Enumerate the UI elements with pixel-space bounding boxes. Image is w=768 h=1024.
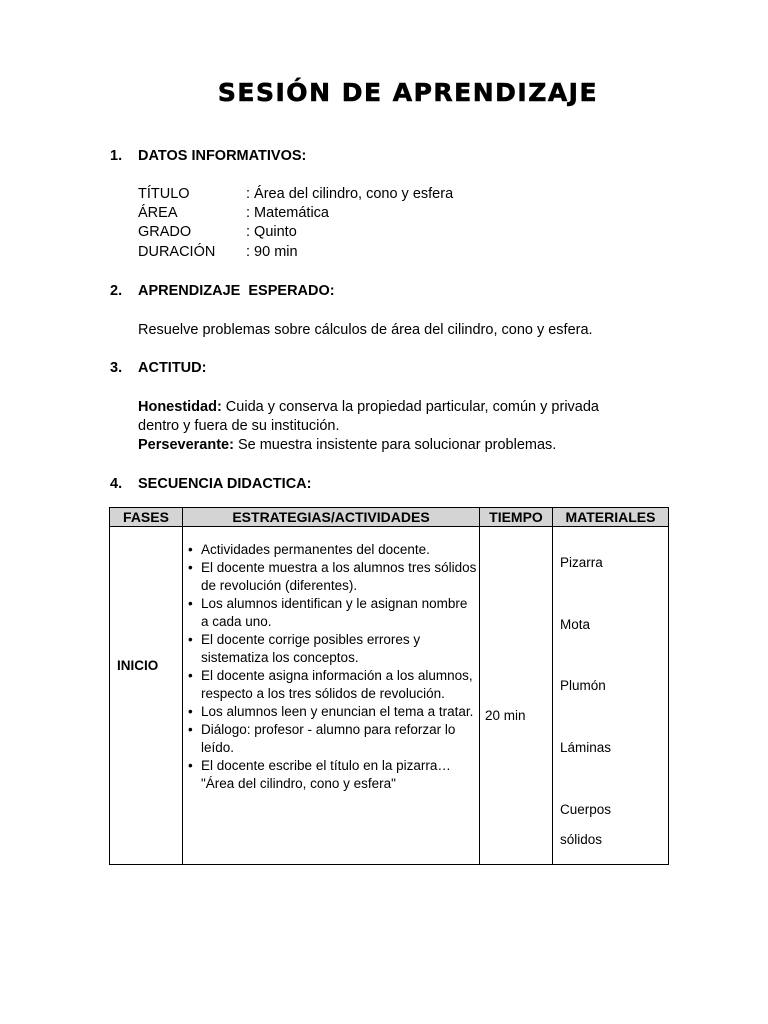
list-item: • El docente asigna información a los alumnos, respecto a los tres sólidos de revolución. [187, 667, 477, 703]
table-row [110, 527, 669, 865]
header-tiempo: TIEMPO [480, 508, 553, 527]
actividades-list [187, 541, 477, 793]
materiales-cell [553, 527, 669, 865]
info-label: ÁREA [138, 205, 178, 221]
list-item: • Los alumnos leen y enuncian el tema a tratar. [187, 703, 477, 721]
material-item: Cuerpos [560, 802, 612, 817]
fase-cell [110, 527, 183, 865]
list-item: • El docente escribe el título en la pizarra… "Área del cilindro, cono y esfera" [187, 757, 477, 793]
list-item: • Los alumnos identifican y le asignan nombre a cada uno. [187, 595, 477, 631]
info-row-area [138, 205, 329, 221]
info-label: TÍTULO [138, 186, 190, 202]
actitud-perseverante [138, 436, 678, 455]
info-row-titulo [138, 186, 453, 202]
info-value: : Matemática [246, 205, 329, 221]
material-item: Mota [560, 617, 591, 632]
info-label: DURACIÓN [138, 244, 216, 260]
tiempo-cell [480, 527, 553, 865]
section-number: 1. [110, 148, 123, 164]
section-secuencia-heading [110, 476, 311, 492]
section-actitud-heading [110, 360, 206, 376]
secuencia-table [109, 507, 669, 865]
material-item: sólidos [560, 832, 603, 847]
info-label: GRADO [138, 224, 192, 240]
honestidad-text: Cuida y conserva la propiedad particular, común y privada dentro y fuera de su institución. [138, 399, 599, 434]
actitud-honestidad [138, 398, 638, 436]
perseverante-label: Perseverante: [138, 437, 234, 453]
table-header-row [110, 508, 669, 527]
header-fases: FASES [110, 508, 183, 527]
header-materiales: MATERIALES [553, 508, 669, 527]
section-number: 3. [110, 360, 123, 376]
material-item: Plumón [560, 678, 606, 693]
info-value: : Quinto [246, 224, 297, 240]
info-row-duracion [138, 244, 298, 260]
honestidad-label: Honestidad: [138, 399, 222, 415]
section-number: 4. [110, 476, 123, 492]
tiempo-value: 20 min [485, 708, 526, 723]
info-row-grado [138, 224, 297, 240]
list-item: • Actividades permanentes del docente. [187, 541, 477, 559]
section-aprendizaje-heading [110, 283, 335, 299]
section-title: DATOS INFORMATIVOS: [138, 148, 307, 164]
section-datos-heading [110, 148, 306, 164]
document-title: SESIÓN DE APRENDIZAJE [217, 78, 599, 107]
section-title: ACTITUD: [138, 360, 207, 376]
info-value: : 90 min [246, 244, 298, 260]
header-estrategias: ESTRATEGIAS/ACTIVIDADES [183, 508, 480, 527]
list-item: • El docente corrige posibles errores y sistematiza los conceptos. [187, 631, 477, 667]
aprendizaje-text: Resuelve problemas sobre cálculos de área del cilindro, cono y esfera. [138, 322, 593, 338]
perseverante-text: Se muestra insistente para solucionar problemas. [233, 437, 557, 453]
material-item: Pizarra [560, 555, 603, 570]
list-item: • Diálogo: profesor - alumno para reforzar lo leído. [187, 721, 477, 757]
actividades-cell [183, 527, 480, 865]
material-item: Láminas [560, 740, 612, 755]
section-title: APRENDIZAJE ESPERADO: [138, 283, 335, 299]
list-item: • El docente muestra a los alumnos tres sólidos de revolución (diferentes). [187, 559, 477, 595]
section-title: SECUENCIA DIDACTICA: [138, 476, 312, 492]
info-value: : Área del cilindro, cono y esfera [246, 186, 454, 202]
section-number: 2. [110, 283, 123, 299]
fase-label: INICIO [117, 658, 159, 673]
